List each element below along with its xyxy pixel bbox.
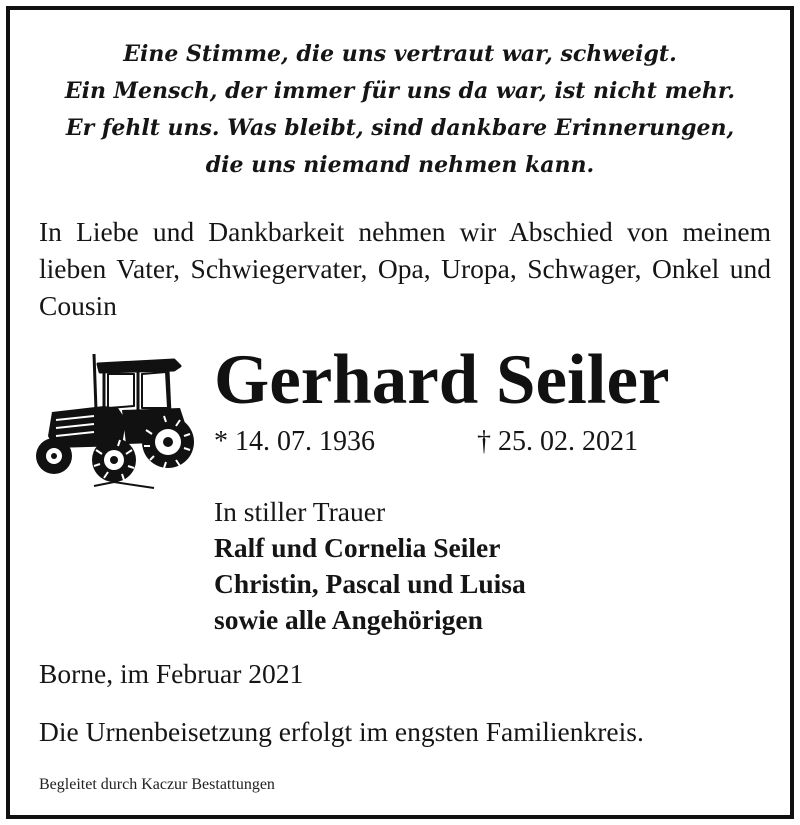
verse-line: die uns niemand nehmen kann. xyxy=(205,152,595,178)
death-date: † 25. 02. 2021 xyxy=(477,426,638,457)
undertaker-credit: Begleitet durch Kaczur Bestattungen xyxy=(39,776,275,793)
deceased-name: Gerhard Seiler xyxy=(214,341,670,419)
mourners-block xyxy=(214,494,526,638)
tractor-icon xyxy=(34,350,194,492)
place-and-date: Borne, im Februar 2021 xyxy=(39,658,304,689)
birth-date: * 14. 07. 1936 xyxy=(214,426,375,457)
burial-note: Die Urnenbeisetzung erfolgt im engsten Familienkreis. xyxy=(39,716,644,747)
verse-line: Eine Stimme, die uns vertraut war, schweigt. xyxy=(123,41,677,67)
mourner-line: Christin, Pascal und Luisa xyxy=(214,568,526,599)
memorial-verse xyxy=(10,36,790,184)
obituary-notice xyxy=(6,6,794,819)
farewell-intro: In Liebe und Dankbarkeit nehmen wir Abschied von meinem lieben Vater, Schwiegervater, Opa, Uropa, Schwager, Onkel und Cousin xyxy=(39,216,771,321)
verse-line: Er fehlt uns. Was bleibt, sind dankbare Erinnerungen, xyxy=(65,115,735,141)
mourner-line: sowie alle Angehörigen xyxy=(214,604,483,635)
mourner-line: Ralf und Cornelia Seiler xyxy=(214,532,501,563)
verse-line: Ein Mensch, der immer für uns da war, ist nicht mehr. xyxy=(64,78,736,104)
mourning-heading: In stiller Trauer xyxy=(214,496,386,527)
